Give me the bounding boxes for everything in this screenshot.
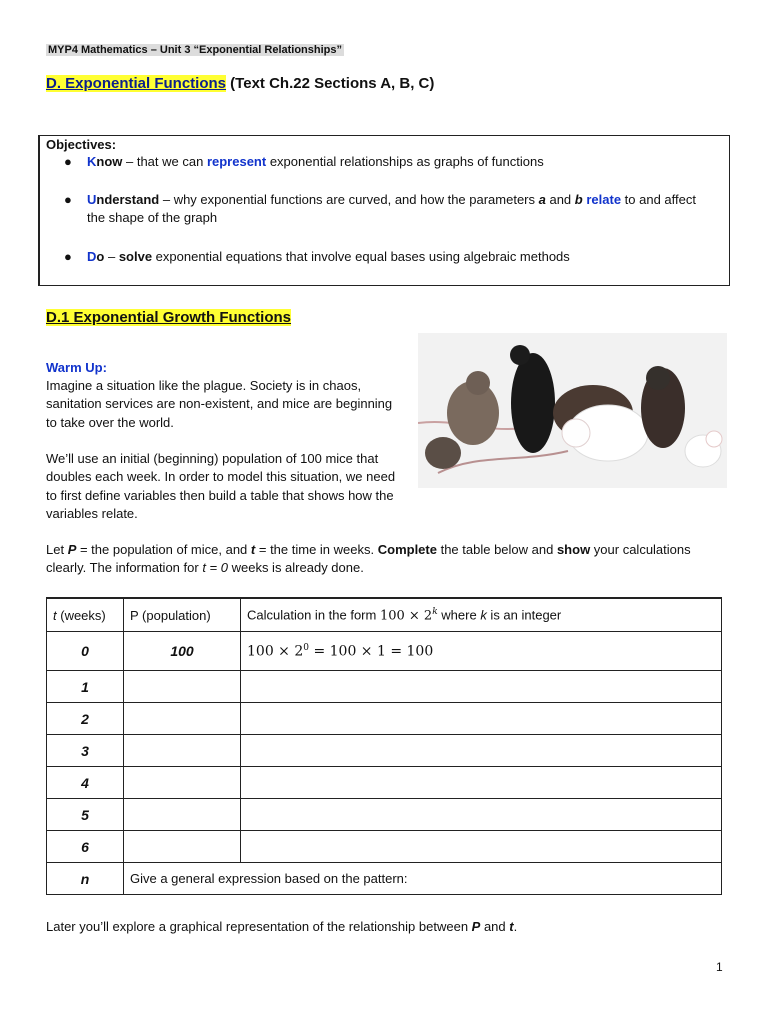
- table-row: [47, 671, 722, 703]
- objectives-heading: Objectives:: [46, 137, 117, 152]
- cell-calc[interactable]: [241, 703, 722, 735]
- cell-calc[interactable]: [241, 671, 722, 703]
- table-row: [47, 703, 722, 735]
- cell-calc: $100 \times 2^0 = 100 \times 1 = 100$: [241, 632, 722, 671]
- cell-t: 1: [47, 671, 124, 703]
- section-reference: (Text Ch.22 Sections A, B, C): [226, 75, 435, 92]
- cell-general-expression[interactable]: Give a general expression based on the pattern:: [124, 863, 722, 895]
- cell-t: 5: [47, 799, 124, 831]
- later-paragraph: Later you’ll explore a graphical representation of the relationship between P and t.: [46, 919, 518, 934]
- mice-illustration: [418, 333, 727, 488]
- bullet-icon: ●: [64, 192, 72, 207]
- cell-p[interactable]: [124, 799, 241, 831]
- bullet-icon: ●: [64, 154, 72, 169]
- cell-p[interactable]: [124, 767, 241, 799]
- cell-calc[interactable]: [241, 831, 722, 863]
- document-header: MYP4 Mathematics – Unit 3 “Exponential Relationships”: [48, 44, 343, 56]
- table-row: [47, 799, 722, 831]
- cell-p[interactable]: [124, 831, 241, 863]
- cell-t: 0: [47, 632, 124, 671]
- header-calculation: Calculation in the form $100 \times 2^k$ where k is an integer: [241, 598, 722, 632]
- cell-t: 2: [47, 703, 124, 735]
- cell-p[interactable]: [124, 735, 241, 767]
- cell-p[interactable]: [124, 703, 241, 735]
- cell-t: 6: [47, 831, 124, 863]
- cell-t: 4: [47, 767, 124, 799]
- header-population: P (population): [124, 598, 241, 632]
- cell-n: n: [47, 863, 124, 895]
- population-table: [46, 597, 722, 895]
- cell-calc[interactable]: [241, 799, 722, 831]
- section-title: [46, 75, 434, 92]
- cell-t: 3: [47, 735, 124, 767]
- cell-p[interactable]: [124, 671, 241, 703]
- section-title-highlight: D. Exponential Functions: [46, 75, 227, 92]
- table-header-row: [47, 598, 722, 632]
- mice-photo: [418, 333, 727, 488]
- header-weeks: t (weeks): [47, 598, 124, 632]
- bullet-icon: ●: [64, 249, 72, 264]
- page-number: 1: [716, 960, 723, 974]
- table-row: [47, 831, 722, 863]
- table-row: [47, 767, 722, 799]
- table-row: [47, 735, 722, 767]
- warmup-label: Warm Up:: [46, 360, 107, 375]
- subsection-title: D.1 Exponential Growth Functions: [46, 309, 292, 326]
- table-row: [47, 632, 722, 671]
- table-row-general: [47, 863, 722, 895]
- cell-calc[interactable]: [241, 767, 722, 799]
- instruction-paragraph: Let P = the population of mice, and t = the time in weeks. Complete the table below and show your calculations clearly. The information for t = 0 weeks is already done.: [46, 542, 691, 576]
- warmup-paragraph-2: We’ll use an initial (beginning) population of 100 mice that doubles each week. In order to model this situation, we need to first define variables then build a table that shows how the variables relate.: [46, 451, 396, 521]
- cell-calc[interactable]: [241, 735, 722, 767]
- warmup-paragraph-1: Imagine a situation like the plague. Society is in chaos, sanitation services are non-existent, and mice are beginning to take over the world.: [46, 378, 393, 430]
- cell-p: 100: [124, 632, 241, 671]
